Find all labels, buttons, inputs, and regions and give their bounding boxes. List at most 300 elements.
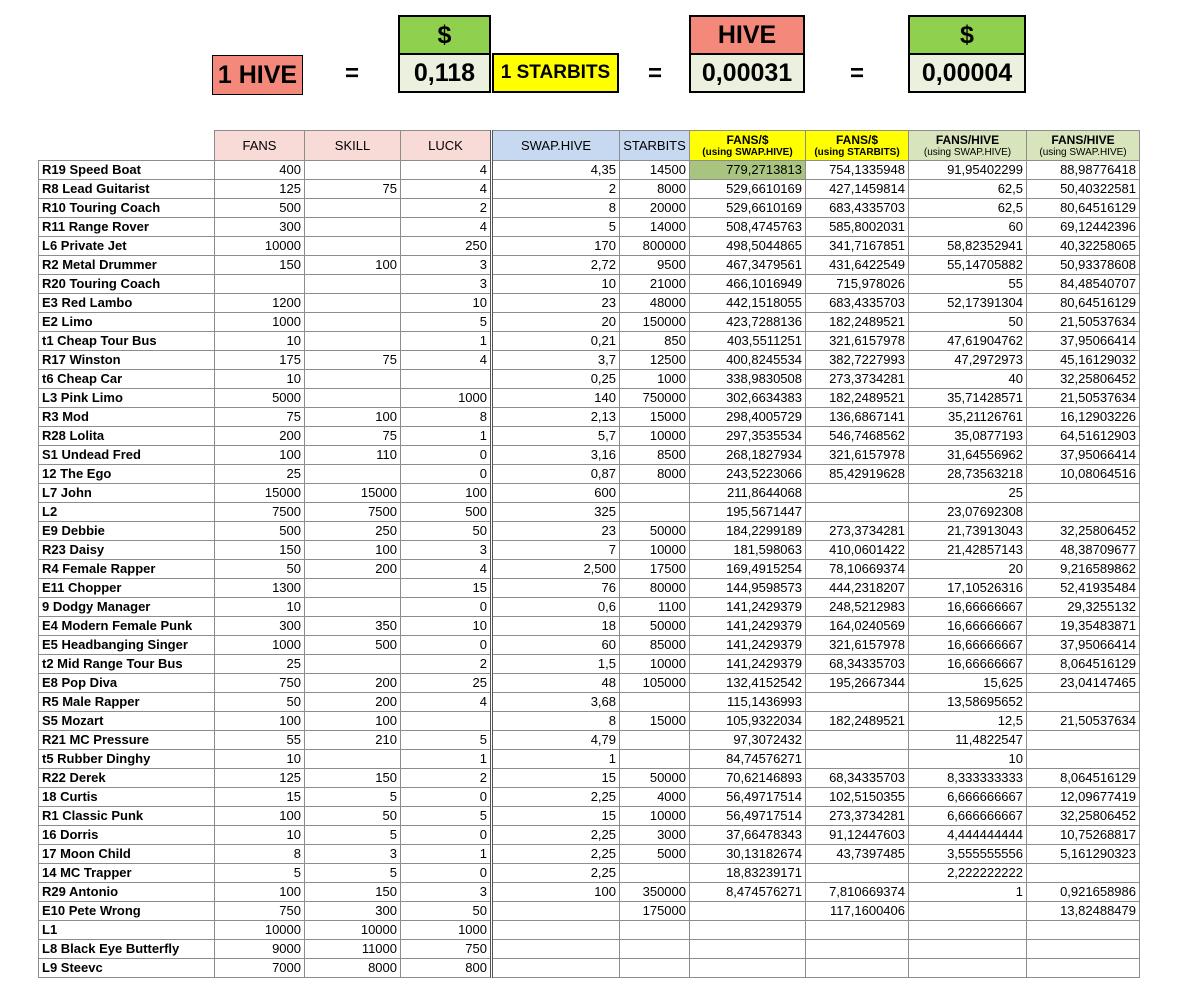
cell-luck[interactable]: 50 (401, 902, 492, 921)
cell-starbits[interactable] (620, 959, 690, 978)
cell-skill[interactable]: 10000 (305, 921, 401, 940)
cell-fans-per-usd-starbits[interactable]: 7,810669374 (806, 883, 909, 902)
cell-luck[interactable]: 10 (401, 294, 492, 313)
cell-skill[interactable]: 75 (305, 180, 401, 199)
cell-swap-hive[interactable]: 7 (492, 541, 620, 560)
cell-starbits[interactable]: 1000 (620, 370, 690, 389)
cell-fans-per-hive-1[interactable] (909, 940, 1027, 959)
cell-fans-per-hive-2[interactable]: 52,41935484 (1027, 579, 1140, 598)
cell-swap-hive[interactable]: 15 (492, 807, 620, 826)
cell-fans-per-hive-1[interactable]: 52,17391304 (909, 294, 1027, 313)
cell-starbits[interactable]: 17500 (620, 560, 690, 579)
cell-fans-per-usd-starbits[interactable]: 273,3734281 (806, 522, 909, 541)
cell-fans-per-hive-2[interactable] (1027, 503, 1140, 522)
cell-fans-per-hive-2[interactable] (1027, 693, 1140, 712)
cell-skill[interactable]: 5 (305, 826, 401, 845)
cell-fans-per-usd-starbits[interactable]: 136,6867141 (806, 408, 909, 427)
cell-name[interactable]: L9 Steevc (39, 959, 215, 978)
cell-fans-per-usd-starbits[interactable] (806, 921, 909, 940)
cell-swap-hive[interactable]: 170 (492, 237, 620, 256)
cell-name[interactable]: R17 Winston (39, 351, 215, 370)
cell-fans[interactable]: 500 (215, 522, 305, 541)
cell-luck[interactable]: 0 (401, 598, 492, 617)
cell-fans-per-usd-swap[interactable]: 181,598063 (690, 541, 806, 560)
cell-fans-per-usd-starbits[interactable] (806, 693, 909, 712)
cell-swap-hive[interactable]: 140 (492, 389, 620, 408)
cell-fans-per-usd-swap[interactable] (690, 902, 806, 921)
cell-starbits[interactable]: 3000 (620, 826, 690, 845)
cell-fans-per-hive-1[interactable]: 16,66666667 (909, 655, 1027, 674)
cell-fans[interactable]: 10 (215, 750, 305, 769)
cell-fans-per-hive-1[interactable]: 21,42857143 (909, 541, 1027, 560)
cell-fans-per-hive-1[interactable]: 47,61904762 (909, 332, 1027, 351)
cell-swap-hive[interactable] (492, 921, 620, 940)
cell-fans-per-hive-2[interactable]: 40,32258065 (1027, 237, 1140, 256)
cell-fans-per-hive-2[interactable]: 37,95066414 (1027, 636, 1140, 655)
cell-skill[interactable]: 200 (305, 693, 401, 712)
cell-fans-per-usd-swap[interactable]: 529,6610169 (690, 199, 806, 218)
cell-starbits[interactable]: 5000 (620, 845, 690, 864)
cell-fans-per-hive-1[interactable]: 35,0877193 (909, 427, 1027, 446)
cell-starbits[interactable]: 10000 (620, 541, 690, 560)
cell-fans[interactable]: 7000 (215, 959, 305, 978)
cell-skill[interactable] (305, 294, 401, 313)
cell-fans-per-usd-starbits[interactable]: 683,4335703 (806, 199, 909, 218)
cell-starbits[interactable] (620, 921, 690, 940)
cell-skill[interactable]: 350 (305, 617, 401, 636)
cell-starbits[interactable]: 10000 (620, 655, 690, 674)
cell-fans-per-usd-starbits[interactable]: 91,12447603 (806, 826, 909, 845)
cell-fans-per-hive-2[interactable]: 80,64516129 (1027, 199, 1140, 218)
cell-swap-hive[interactable]: 2,25 (492, 826, 620, 845)
cell-name[interactable]: L7 John (39, 484, 215, 503)
cell-fans[interactable]: 10000 (215, 237, 305, 256)
cell-fans-per-hive-1[interactable]: 28,73563218 (909, 465, 1027, 484)
cell-fans[interactable]: 25 (215, 655, 305, 674)
cell-starbits[interactable]: 21000 (620, 275, 690, 294)
cell-luck[interactable]: 1000 (401, 389, 492, 408)
cell-fans-per-usd-swap[interactable]: 529,6610169 (690, 180, 806, 199)
cell-fans[interactable]: 15000 (215, 484, 305, 503)
cell-fans[interactable]: 1300 (215, 579, 305, 598)
cell-fans-per-usd-starbits[interactable]: 195,2667344 (806, 674, 909, 693)
cell-swap-hive[interactable]: 4,35 (492, 161, 620, 180)
cell-name[interactable]: L6 Private Jet (39, 237, 215, 256)
header-skill[interactable]: SKILL (305, 131, 401, 161)
cell-swap-hive[interactable]: 23 (492, 294, 620, 313)
cell-swap-hive[interactable]: 1 (492, 750, 620, 769)
cell-fans-per-usd-starbits[interactable]: 78,10669374 (806, 560, 909, 579)
cell-fans[interactable]: 500 (215, 199, 305, 218)
cell-fans-per-usd-starbits[interactable]: 321,6157978 (806, 446, 909, 465)
cell-fans-per-hive-2[interactable]: 37,95066414 (1027, 332, 1140, 351)
cell-name[interactable]: R5 Male Rapper (39, 693, 215, 712)
cell-swap-hive[interactable]: 23 (492, 522, 620, 541)
cell-luck[interactable]: 4 (401, 693, 492, 712)
cell-fans-per-usd-starbits[interactable]: 754,1335948 (806, 161, 909, 180)
cell-fans-per-hive-2[interactable]: 8,064516129 (1027, 655, 1140, 674)
cell-fans[interactable]: 1200 (215, 294, 305, 313)
cell-name[interactable]: 14 MC Trapper (39, 864, 215, 883)
cell-skill[interactable]: 50 (305, 807, 401, 826)
cell-fans-per-usd-swap[interactable]: 195,5671447 (690, 503, 806, 522)
cell-skill[interactable]: 300 (305, 902, 401, 921)
cell-name[interactable]: E10 Pete Wrong (39, 902, 215, 921)
cell-name[interactable]: R22 Derek (39, 769, 215, 788)
cell-swap-hive[interactable]: 5,7 (492, 427, 620, 446)
cell-starbits[interactable]: 20000 (620, 199, 690, 218)
cell-luck[interactable]: 4 (401, 161, 492, 180)
cell-fans-per-hive-1[interactable]: 8,333333333 (909, 769, 1027, 788)
cell-fans-per-usd-starbits[interactable]: 410,0601422 (806, 541, 909, 560)
cell-fans[interactable]: 55 (215, 731, 305, 750)
cell-skill[interactable]: 7500 (305, 503, 401, 522)
cell-fans-per-hive-2[interactable]: 88,98776418 (1027, 161, 1140, 180)
cell-fans-per-hive-2[interactable]: 10,08064516 (1027, 465, 1140, 484)
cell-name[interactable]: E11 Chopper (39, 579, 215, 598)
cell-fans-per-hive-1[interactable]: 25 (909, 484, 1027, 503)
cell-skill[interactable]: 500 (305, 636, 401, 655)
cell-starbits[interactable]: 8500 (620, 446, 690, 465)
cell-name[interactable]: L1 (39, 921, 215, 940)
cell-fans-per-hive-1[interactable]: 12,5 (909, 712, 1027, 731)
cell-fans-per-usd-swap[interactable]: 298,4005729 (690, 408, 806, 427)
cell-fans-per-hive-1[interactable]: 16,66666667 (909, 598, 1027, 617)
cell-fans-per-hive-2[interactable]: 29,3255132 (1027, 598, 1140, 617)
cell-fans-per-hive-1[interactable]: 40 (909, 370, 1027, 389)
cell-swap-hive[interactable]: 76 (492, 579, 620, 598)
cell-luck[interactable]: 1 (401, 750, 492, 769)
cell-fans-per-usd-swap[interactable]: 115,1436993 (690, 693, 806, 712)
cell-fans[interactable]: 15 (215, 788, 305, 807)
cell-skill[interactable]: 200 (305, 560, 401, 579)
cell-fans-per-usd-swap[interactable]: 400,8245534 (690, 351, 806, 370)
cell-name[interactable]: R3 Mod (39, 408, 215, 427)
cell-starbits[interactable]: 105000 (620, 674, 690, 693)
cell-skill[interactable] (305, 199, 401, 218)
cell-fans-per-usd-swap[interactable]: 403,5511251 (690, 332, 806, 351)
cell-fans-per-usd-starbits[interactable]: 273,3734281 (806, 370, 909, 389)
cell-name[interactable]: 17 Moon Child (39, 845, 215, 864)
cell-skill[interactable] (305, 655, 401, 674)
cell-name[interactable]: E5 Headbanging Singer (39, 636, 215, 655)
cell-fans-per-usd-swap[interactable]: 70,62146893 (690, 769, 806, 788)
cell-starbits[interactable]: 15000 (620, 408, 690, 427)
cell-fans-per-hive-2[interactable]: 0,921658986 (1027, 883, 1140, 902)
cell-luck[interactable]: 3 (401, 541, 492, 560)
cell-swap-hive[interactable]: 4,79 (492, 731, 620, 750)
cell-name[interactable]: R8 Lead Guitarist (39, 180, 215, 199)
cell-fans-per-usd-starbits[interactable]: 444,2318207 (806, 579, 909, 598)
cell-luck[interactable] (401, 712, 492, 731)
cell-fans-per-usd-swap[interactable]: 18,83239171 (690, 864, 806, 883)
cell-fans[interactable]: 100 (215, 883, 305, 902)
cell-name[interactable]: t1 Cheap Tour Bus (39, 332, 215, 351)
cell-fans[interactable]: 1000 (215, 313, 305, 332)
cell-fans-per-usd-swap[interactable]: 508,4745763 (690, 218, 806, 237)
cell-name[interactable]: S5 Mozart (39, 712, 215, 731)
cell-fans-per-hive-1[interactable] (909, 902, 1027, 921)
cell-fans[interactable]: 125 (215, 180, 305, 199)
cell-luck[interactable]: 3 (401, 256, 492, 275)
cell-starbits[interactable]: 4000 (620, 788, 690, 807)
cell-fans-per-hive-1[interactable]: 21,73913043 (909, 522, 1027, 541)
cell-name[interactable]: E2 Limo (39, 313, 215, 332)
cell-fans-per-hive-2[interactable] (1027, 750, 1140, 769)
cell-fans-per-hive-1[interactable]: 16,66666667 (909, 636, 1027, 655)
cell-luck[interactable]: 3 (401, 275, 492, 294)
cell-fans-per-usd-swap[interactable]: 498,5044865 (690, 237, 806, 256)
cell-luck[interactable]: 4 (401, 351, 492, 370)
cell-skill[interactable] (305, 598, 401, 617)
cell-fans-per-usd-swap[interactable]: 37,66478343 (690, 826, 806, 845)
cell-fans-per-usd-swap[interactable]: 423,7288136 (690, 313, 806, 332)
cell-starbits[interactable]: 10000 (620, 427, 690, 446)
cell-fans-per-hive-2[interactable] (1027, 940, 1140, 959)
cell-luck[interactable]: 800 (401, 959, 492, 978)
cell-fans-per-usd-swap[interactable] (690, 940, 806, 959)
cell-luck[interactable]: 1 (401, 427, 492, 446)
cell-skill[interactable]: 100 (305, 712, 401, 731)
cell-fans[interactable]: 10 (215, 826, 305, 845)
cell-skill[interactable]: 5 (305, 788, 401, 807)
cell-fans-per-usd-starbits[interactable]: 68,34335703 (806, 655, 909, 674)
cell-luck[interactable]: 5 (401, 313, 492, 332)
cell-swap-hive[interactable]: 2 (492, 180, 620, 199)
cell-swap-hive[interactable]: 0,21 (492, 332, 620, 351)
cell-luck[interactable]: 8 (401, 408, 492, 427)
cell-starbits[interactable]: 350000 (620, 883, 690, 902)
cell-fans-per-usd-starbits[interactable]: 164,0240569 (806, 617, 909, 636)
cell-swap-hive[interactable]: 2,25 (492, 788, 620, 807)
cell-swap-hive[interactable]: 15 (492, 769, 620, 788)
cell-fans-per-usd-swap[interactable] (690, 959, 806, 978)
cell-skill[interactable]: 210 (305, 731, 401, 750)
cell-fans-per-usd-starbits[interactable]: 683,4335703 (806, 294, 909, 313)
header-starbits[interactable]: STARBITS (620, 131, 690, 161)
cell-luck[interactable]: 4 (401, 218, 492, 237)
cell-skill[interactable]: 100 (305, 541, 401, 560)
cell-fans[interactable]: 100 (215, 712, 305, 731)
cell-fans[interactable]: 50 (215, 693, 305, 712)
cell-fans-per-hive-2[interactable]: 32,25806452 (1027, 522, 1140, 541)
cell-starbits[interactable] (620, 750, 690, 769)
cell-name[interactable]: R19 Speed Boat (39, 161, 215, 180)
cell-swap-hive[interactable] (492, 959, 620, 978)
cell-fans-per-usd-starbits[interactable]: 248,5212983 (806, 598, 909, 617)
cell-fans[interactable]: 300 (215, 617, 305, 636)
cell-starbits[interactable]: 750000 (620, 389, 690, 408)
cell-fans-per-usd-swap[interactable]: 97,3072432 (690, 731, 806, 750)
cell-name[interactable]: L3 Pink Limo (39, 389, 215, 408)
cell-fans-per-usd-swap[interactable]: 779,2713813 (690, 161, 806, 180)
cell-fans-per-usd-starbits[interactable]: 546,7468562 (806, 427, 909, 446)
cell-skill[interactable]: 250 (305, 522, 401, 541)
cell-luck[interactable]: 1 (401, 845, 492, 864)
cell-luck[interactable]: 3 (401, 883, 492, 902)
cell-fans-per-hive-1[interactable]: 31,64556962 (909, 446, 1027, 465)
cell-luck[interactable]: 0 (401, 636, 492, 655)
cell-fans-per-hive-2[interactable]: 48,38709677 (1027, 541, 1140, 560)
cell-luck[interactable]: 0 (401, 446, 492, 465)
cell-fans-per-hive-1[interactable]: 11,4822547 (909, 731, 1027, 750)
cell-fans[interactable]: 400 (215, 161, 305, 180)
cell-starbits[interactable]: 175000 (620, 902, 690, 921)
cell-fans-per-usd-starbits[interactable]: 68,34335703 (806, 769, 909, 788)
cell-name[interactable]: R4 Female Rapper (39, 560, 215, 579)
cell-luck[interactable]: 25 (401, 674, 492, 693)
cell-fans[interactable]: 50 (215, 560, 305, 579)
cell-luck[interactable]: 2 (401, 769, 492, 788)
cell-luck[interactable]: 4 (401, 560, 492, 579)
cell-fans[interactable]: 300 (215, 218, 305, 237)
cell-fans-per-hive-2[interactable]: 21,50537634 (1027, 712, 1140, 731)
cell-fans[interactable]: 10 (215, 598, 305, 617)
cell-starbits[interactable]: 8000 (620, 180, 690, 199)
cell-name[interactable]: 18 Curtis (39, 788, 215, 807)
cell-skill[interactable] (305, 218, 401, 237)
cell-luck[interactable]: 1000 (401, 921, 492, 940)
cell-fans-per-hive-2[interactable]: 5,161290323 (1027, 845, 1140, 864)
cell-fans-per-usd-starbits[interactable]: 585,8002031 (806, 218, 909, 237)
cell-fans-per-usd-swap[interactable]: 297,3535534 (690, 427, 806, 446)
cell-name[interactable]: 16 Dorris (39, 826, 215, 845)
cell-starbits[interactable] (620, 503, 690, 522)
cell-fans-per-hive-1[interactable]: 6,666666667 (909, 788, 1027, 807)
cell-fans-per-hive-1[interactable]: 58,82352941 (909, 237, 1027, 256)
cell-name[interactable]: t5 Rubber Dinghy (39, 750, 215, 769)
cell-fans[interactable]: 100 (215, 807, 305, 826)
cell-fans-per-usd-swap[interactable]: 466,1016949 (690, 275, 806, 294)
cell-fans-per-usd-starbits[interactable]: 431,6422549 (806, 256, 909, 275)
cell-fans-per-usd-swap[interactable]: 141,2429379 (690, 636, 806, 655)
cell-fans-per-hive-1[interactable]: 2,222222222 (909, 864, 1027, 883)
cell-fans-per-hive-2[interactable]: 84,48540707 (1027, 275, 1140, 294)
cell-fans-per-usd-swap[interactable]: 211,8644068 (690, 484, 806, 503)
cell-luck[interactable]: 0 (401, 864, 492, 883)
cell-name[interactable]: 12 The Ego (39, 465, 215, 484)
cell-fans[interactable]: 100 (215, 446, 305, 465)
cell-starbits[interactable]: 850 (620, 332, 690, 351)
cell-fans-per-usd-starbits[interactable]: 382,7227993 (806, 351, 909, 370)
cell-skill[interactable] (305, 465, 401, 484)
cell-fans[interactable]: 10 (215, 332, 305, 351)
cell-fans-per-hive-1[interactable]: 60 (909, 218, 1027, 237)
cell-fans-per-hive-2[interactable]: 32,25806452 (1027, 370, 1140, 389)
cell-luck[interactable]: 1 (401, 332, 492, 351)
cell-starbits[interactable]: 85000 (620, 636, 690, 655)
cell-swap-hive[interactable] (492, 940, 620, 959)
cell-fans-per-hive-2[interactable]: 9,216589862 (1027, 560, 1140, 579)
cell-fans-per-hive-2[interactable]: 37,95066414 (1027, 446, 1140, 465)
cell-fans[interactable]: 750 (215, 674, 305, 693)
cell-fans[interactable]: 10 (215, 370, 305, 389)
cell-fans-per-usd-swap[interactable]: 8,474576271 (690, 883, 806, 902)
cell-fans-per-hive-1[interactable]: 15,625 (909, 674, 1027, 693)
cell-starbits[interactable]: 50000 (620, 617, 690, 636)
cell-swap-hive[interactable]: 0,25 (492, 370, 620, 389)
cell-skill[interactable]: 110 (305, 446, 401, 465)
cell-fans-per-usd-swap[interactable]: 184,2299189 (690, 522, 806, 541)
cell-swap-hive[interactable]: 3,7 (492, 351, 620, 370)
cell-name[interactable]: t6 Cheap Car (39, 370, 215, 389)
cell-fans-per-usd-starbits[interactable]: 85,42919628 (806, 465, 909, 484)
cell-fans-per-hive-2[interactable]: 8,064516129 (1027, 769, 1140, 788)
cell-skill[interactable] (305, 332, 401, 351)
cell-fans-per-usd-starbits[interactable]: 102,5150355 (806, 788, 909, 807)
cell-starbits[interactable]: 12500 (620, 351, 690, 370)
header-fans-per-hive-1[interactable] (909, 131, 1027, 161)
cell-fans-per-hive-2[interactable]: 64,51612903 (1027, 427, 1140, 446)
cell-fans-per-hive-1[interactable]: 91,95402299 (909, 161, 1027, 180)
cell-fans[interactable]: 8 (215, 845, 305, 864)
cell-luck[interactable]: 0 (401, 465, 492, 484)
cell-fans[interactable]: 9000 (215, 940, 305, 959)
cell-fans-per-usd-starbits[interactable]: 321,6157978 (806, 636, 909, 655)
cell-skill[interactable]: 100 (305, 408, 401, 427)
cell-luck[interactable]: 4 (401, 180, 492, 199)
cell-swap-hive[interactable]: 2,13 (492, 408, 620, 427)
cell-fans-per-hive-2[interactable]: 19,35483871 (1027, 617, 1140, 636)
header-luck[interactable]: LUCK (401, 131, 492, 161)
cell-skill[interactable] (305, 237, 401, 256)
cell-luck[interactable]: 10 (401, 617, 492, 636)
cell-luck[interactable]: 2 (401, 655, 492, 674)
cell-fans-per-hive-2[interactable]: 32,25806452 (1027, 807, 1140, 826)
cell-skill[interactable]: 8000 (305, 959, 401, 978)
cell-skill[interactable] (305, 313, 401, 332)
cell-fans-per-usd-swap[interactable]: 144,9598573 (690, 579, 806, 598)
cell-fans-per-hive-2[interactable] (1027, 921, 1140, 940)
cell-swap-hive[interactable]: 60 (492, 636, 620, 655)
cell-swap-hive[interactable]: 2,25 (492, 845, 620, 864)
cell-starbits[interactable]: 150000 (620, 313, 690, 332)
cell-name[interactable]: t2 Mid Range Tour Bus (39, 655, 215, 674)
cell-starbits[interactable]: 15000 (620, 712, 690, 731)
cell-fans-per-hive-1[interactable]: 1 (909, 883, 1027, 902)
cell-fans-per-usd-swap[interactable]: 56,49717514 (690, 788, 806, 807)
cell-fans-per-usd-swap[interactable]: 442,1518055 (690, 294, 806, 313)
cell-swap-hive[interactable]: 3,16 (492, 446, 620, 465)
cell-fans-per-usd-starbits[interactable]: 715,978026 (806, 275, 909, 294)
cell-fans-per-usd-swap[interactable]: 467,3479561 (690, 256, 806, 275)
cell-luck[interactable]: 15 (401, 579, 492, 598)
cell-fans-per-hive-1[interactable]: 50 (909, 313, 1027, 332)
cell-swap-hive[interactable]: 0,6 (492, 598, 620, 617)
cell-name[interactable]: R11 Range Rover (39, 218, 215, 237)
cell-fans-per-hive-2[interactable]: 21,50537634 (1027, 389, 1140, 408)
cell-starbits[interactable] (620, 484, 690, 503)
cell-luck[interactable]: 5 (401, 807, 492, 826)
cell-name[interactable]: R28 Lolita (39, 427, 215, 446)
cell-luck[interactable]: 0 (401, 826, 492, 845)
cell-starbits[interactable]: 10000 (620, 807, 690, 826)
cell-fans-per-hive-1[interactable]: 10 (909, 750, 1027, 769)
cell-fans-per-hive-1[interactable]: 20 (909, 560, 1027, 579)
cell-name[interactable]: R21 MC Pressure (39, 731, 215, 750)
cell-fans-per-usd-swap[interactable]: 268,1827934 (690, 446, 806, 465)
cell-fans-per-hive-1[interactable]: 35,21126761 (909, 408, 1027, 427)
cell-skill[interactable]: 75 (305, 427, 401, 446)
cell-fans-per-usd-swap[interactable]: 243,5223066 (690, 465, 806, 484)
cell-skill[interactable] (305, 750, 401, 769)
cell-skill[interactable]: 3 (305, 845, 401, 864)
cell-skill[interactable] (305, 275, 401, 294)
cell-fans[interactable]: 1000 (215, 636, 305, 655)
cell-fans-per-usd-swap[interactable] (690, 921, 806, 940)
cell-starbits[interactable] (620, 864, 690, 883)
cell-luck[interactable]: 2 (401, 199, 492, 218)
